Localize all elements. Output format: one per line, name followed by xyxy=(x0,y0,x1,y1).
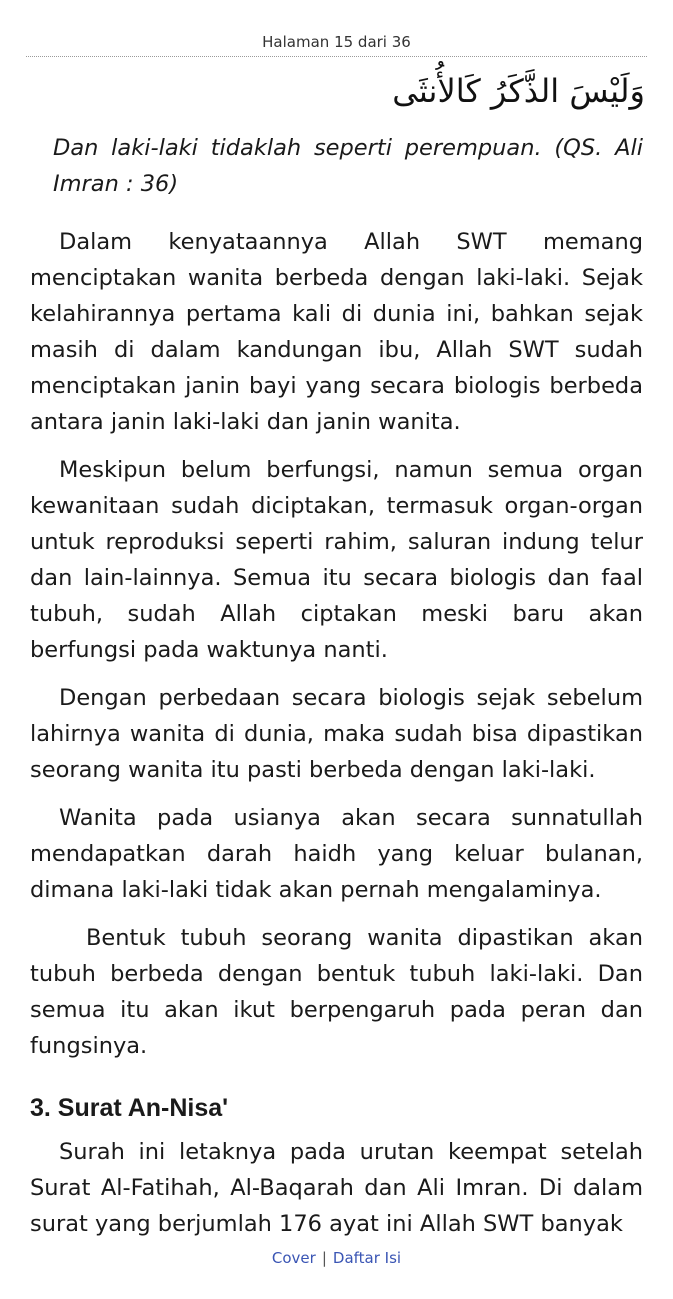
verse-translation: Dan laki-laki tidaklah seperti perempuan. (QS. Ali Imran : 36) xyxy=(53,135,643,197)
footer-separator: | xyxy=(321,1249,327,1267)
paragraph: Dengan perbedaan secara biologis sejak sebelum lahirnya wanita di dunia, maka sudah bisa dipastikan seorang wanita itu pasti berbeda dengan laki-laki. xyxy=(30,685,643,783)
page-header xyxy=(26,30,647,57)
section-paragraph: Surah ini letaknya pada urutan keempat setelah Surat Al-Fatihah, Al-Baqarah dan Ali Imran. Di dalam surat yang berjumlah 176 ayat ini Allah SWT banyak xyxy=(30,1139,643,1237)
table-of-contents-link[interactable]: Daftar Isi xyxy=(332,1249,402,1267)
paragraph: Bentuk tubuh seorang wanita dipastikan akan tubuh berbeda dengan bentuk tubuh laki-laki. Dan semua itu akan ikut berpengaruh pada peran dan fungsinya. xyxy=(30,925,643,1059)
paragraph: Meskipun belum berfungsi, namun semua organ kewanitaan sudah diciptakan, termasuk organ-organ untuk reproduksi seperti rahim, saluran indung telur dan lain-lainnya. Semua itu secara biologis dan faal tubuh, sudah Allah ciptakan meski baru akan berfungsi pada waktunya nanti. xyxy=(30,457,643,663)
paragraph: Wanita pada usianya akan secara sunnatullah mendapatkan darah haidh yang keluar bulanan, dimana laki-laki tidak akan pernah mengalaminya. xyxy=(30,805,643,903)
page-indicator: Halaman 15 dari 36 xyxy=(262,33,411,51)
arabic-verse: وَلَيْسَ الذَّكَرُ كَالأُنثَى xyxy=(392,72,645,110)
page-content xyxy=(30,130,643,1254)
cover-link[interactable]: Cover xyxy=(271,1249,316,1267)
section-heading: 3. Surat An-Nisa' xyxy=(30,1094,229,1122)
page-footer xyxy=(0,1246,673,1270)
paragraph: Dalam kenyataannya Allah SWT memang menciptakan wanita berbeda dengan laki-laki. Sejak kelahirannya pertama kali di dunia ini, bahkan sejak masih di dalam kandungan ibu, Allah SWT sudah menciptakan janin bayi yang secara biologis berbeda antara janin laki-laki dan janin wanita. xyxy=(30,229,643,435)
